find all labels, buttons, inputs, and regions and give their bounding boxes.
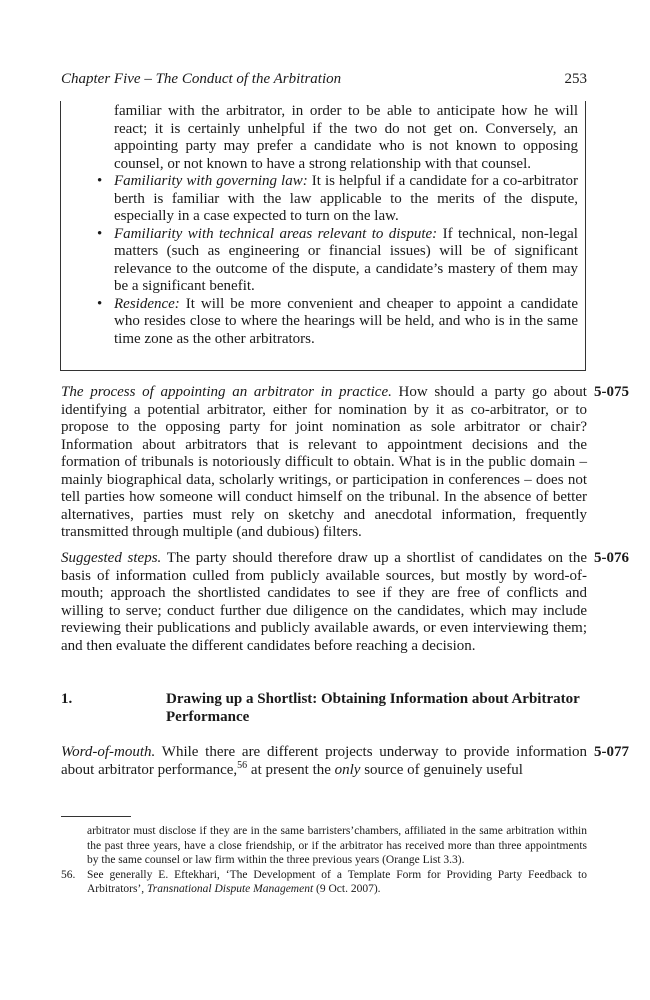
footnote-continuation: arbitrator must disclose if they are in the same barristers’chambers, affiliated in the same arbitration within the past three years, have a close friendship, or if the arbitrator has received more than three appointments by the same counsel or law firm within the three previous years (Orange List 3.3).	[87, 825, 587, 866]
chapter-title: Chapter Five – The Conduct of the Arbitration	[61, 71, 342, 87]
bullet-icon: •	[97, 173, 103, 189]
footnotes	[61, 824, 587, 897]
bullet-term: Residence:	[114, 295, 180, 312]
paragraph-text: While there are different projects underway to provide information about arbitrator performance,	[61, 744, 587, 778]
section-title: Drawing up a Shortlist: Obtaining Information about Arbitrator Performance	[166, 691, 580, 725]
bullet-item	[61, 226, 578, 296]
footnote-text: (9 Oct. 2007).	[313, 883, 381, 895]
bullet-list	[61, 173, 587, 348]
bullet-term: Familiarity with governing law:	[114, 173, 308, 189]
bullet-term: Familiarity with technical areas relevant to dispute:	[114, 225, 438, 242]
footnote-reference[interactable]: 56	[237, 759, 248, 771]
paragraph-lead: The process of appointing an arbitrator in practice.	[61, 384, 392, 400]
bullet-text: It will be more convenient and cheaper to appoint a candidate who resides close to where the hearings will be held, and who is in the same time zone as the other arbitrators.	[114, 295, 578, 347]
bullet-text: If technical, non-legal matters (such as engineering or financial issues) will be of significant relevance to the outcome of the dispute, a candidate’s mastery of them may be a significant benefit.	[114, 225, 578, 294]
footnote-number: 56.	[61, 868, 76, 881]
paragraph-5-075	[61, 384, 587, 542]
box-continuation-text: familiar with the arbitrator, in order to be able to anticipate how he will react; it is certainly unhelpful if the two do not get on. Conversely, an appointing party may prefer a candidate who is not known to opposing counsel, or not known to have a strong relationship with that counsel.	[114, 103, 578, 172]
paragraph-lead: Suggested steps.	[61, 550, 162, 566]
emphasis-text: only	[334, 761, 361, 778]
bullet-icon: •	[97, 295, 103, 312]
paragraph-text: source of genuinely useful	[360, 761, 523, 778]
bullet-item	[61, 173, 578, 226]
page-number: 253	[564, 71, 587, 87]
section-number: 1.	[61, 691, 73, 707]
paragraph-text: How should a party go about identifying a potential arbitrator, either for nomination by it as co-arbitrator, or to propose to the opposing party for joint nomination as sole arbitrator or chair? Information about arbitrators that is relevant to appointment decisions and the formation of tribunals is notoriously difficult to obtain. What is in the public domain – mainly biographical data, scholarly writings, or participation in conferences – does not tell parties how someone will conduct himself on the tribunal. In the absence of better alternatives, parties must rely on sketchy and anecdotal information, frequently transmitted through multiple (and dubious) filters.	[61, 384, 587, 540]
paragraph-text: The party should therefore draw up a shortlist of candidates on the basis of information culled from publicly available sources, but mostly by word-of-mouth; approach the shortlisted candidates to see if they are free of conflicts and willing to serve; conduct further due diligence on the candidates, which may include reviewing their publications and publicly available awards, or even interviewing them; and then evaluate the different candidates before reaching a decision.	[61, 550, 587, 654]
bullet-text: It is helpful if a candidate for a co-arbitrator berth is familiar with the law applicable to the merits of the dispute, especially in a case expected to turn on the law.	[114, 173, 579, 224]
boxed-list	[60, 101, 586, 371]
paragraph-5-077	[61, 744, 587, 779]
paragraph-5-076	[61, 550, 587, 655]
bullet-item	[61, 296, 578, 349]
margin-number: 5-075	[594, 384, 629, 400]
margin-number: 5-076	[594, 550, 629, 566]
paragraph-text: at present the	[247, 761, 335, 778]
paragraph-lead: Word-of-mouth.	[61, 744, 156, 760]
footnote-text: See generally E. Eftekhari, ‘The Development of a Template Form for Providing Party Feedback to Arbitrators’,	[87, 868, 587, 895]
margin-number: 5-077	[594, 744, 629, 760]
footnote-source: Transnational Dispute Management	[147, 883, 314, 895]
footnote-56	[61, 868, 587, 897]
footnote-divider	[61, 816, 131, 817]
bullet-icon: •	[97, 225, 103, 242]
